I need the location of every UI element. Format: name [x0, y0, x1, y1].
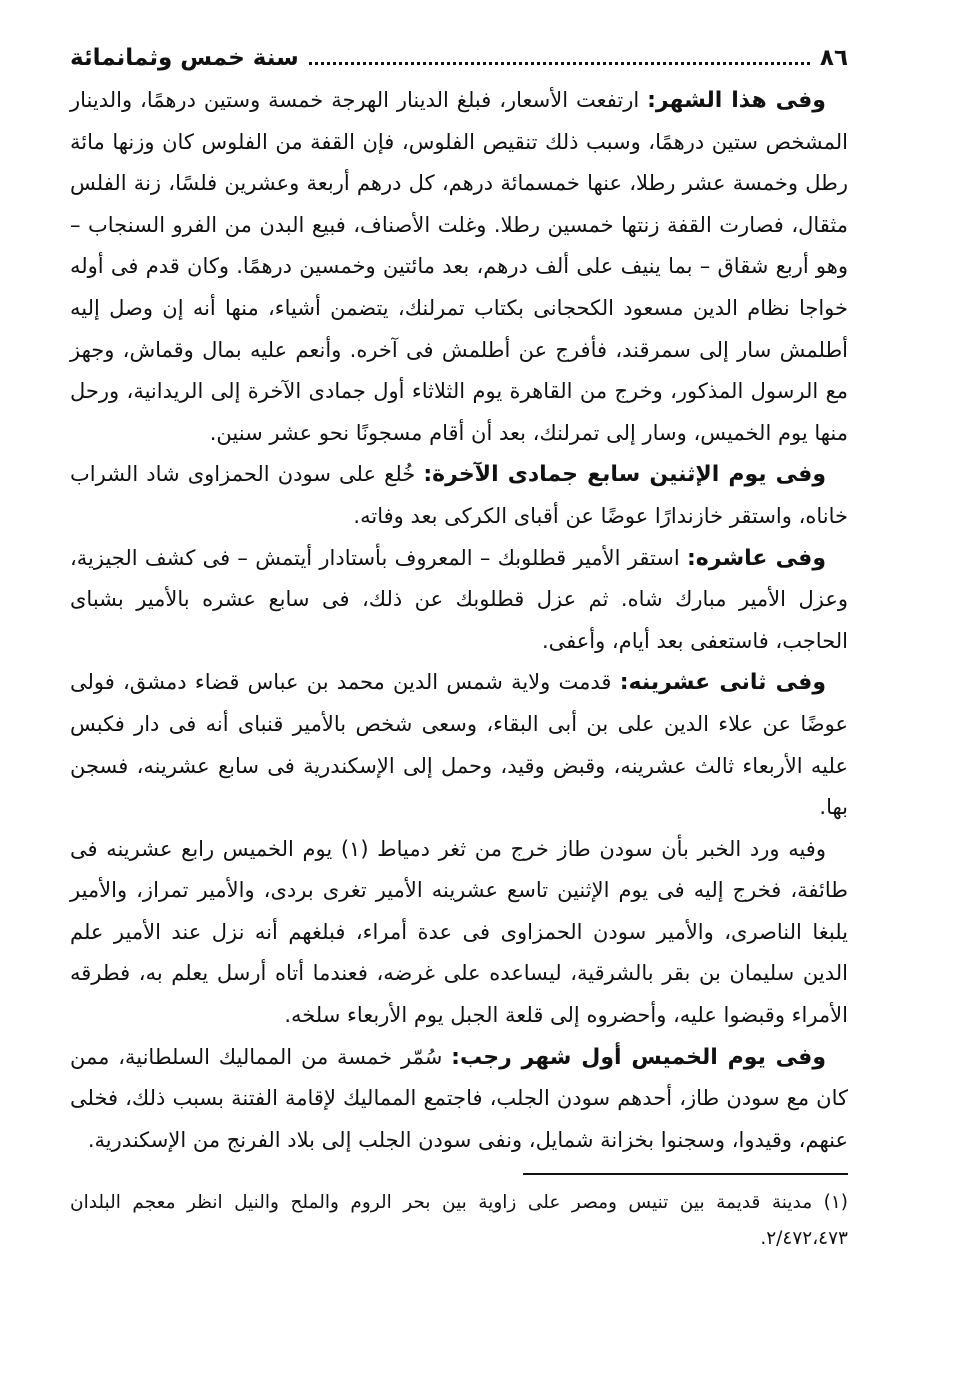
paragraph-text: سُمّر خمسة من المماليك السلطانية، ممن كان مع سودن طاز، أحدهم سودن الجلب، فاجتمع المماليك لإقامة الفتنة بسبب ذلك، فخلى عنهم، وقيدوا، وسجنوا بخزانة شمايل، ونفى سودن الجلب إلى بلاد الفرنج من الإسكندرية. — [70, 1044, 848, 1152]
footnote-separator — [523, 1173, 848, 1175]
paragraph-text: قدمت ولاية شمس الدين محمد بن عباس قضاء دمشق، فولى عوضًا عن علاء الدين على بن أبى البقاء، وسعى شخص بالأمير قنباى أنه فى دار فكبس عليه الأربعاء ثالث عشرينه، وقبض وقيد، وحمل إلى الإسكندرية فى سابع عشرينه، فسجن بها. — [70, 670, 848, 820]
paragraph — [70, 538, 848, 663]
body-text — [70, 80, 848, 1161]
running-head — [70, 40, 848, 76]
footnote: (١) مدينة قديمة بين تنيس ومصر على زاوية بين بحر الروم والملح والنيل انظر معجم البلدان ٢/٤٧٢،٤٧٣. — [70, 1192, 848, 1250]
paragraph-text: خُلع على سودن الحمزاوى شاد الشراب خاناه، واستقر خازندارًا عوضًا عن أقباى الكركى بعد وفاته. — [70, 462, 848, 528]
paragraph-text: وفيه ورد الخبر بأن سودن طاز خرج من ثغر دمياط (١) يوم الخميس رابع عشرينه فى طائفة، فخرج إليه فى يوم الإثنين تاسع عشرينه الأمير تغرى بردى، والأمير تمراز، والأمير يلبغا الناصرى، والأمير سودن الحمزاوى فى عدة أمراء، فبلغهم أنه نزل عند الأمير علم الدين سليمان بن بقر بالشرقية، ليساعده على غرضه، فعندما أتاه أرسل يعلم به، فطرقه الأمراء وقبضوا عليه، وأحضروه إلى قلعة الجبل يوم الأربعاء سلخه. — [70, 836, 848, 1028]
paragraph-text: استقر الأمير قطلوبك – المعروف بأستادار أيتمش – فى كشف الجيزية، وعزل الأمير مبارك شاه. ثم عزل قطلوبك عن ذلك، فى سابع عشره بالأمير بشباى الحاجب، فاستعفى بعد أيام، وأعفى. — [70, 545, 848, 653]
dotted-leader — [309, 44, 810, 65]
paragraph-lead: وفى يوم الخميس أول شهر رجب: — [451, 1044, 826, 1070]
paragraph-lead: وفى ثانى عشرينه: — [619, 670, 826, 696]
paragraph-lead: وفى عاشره: — [687, 545, 826, 571]
paragraph-lead: وفى هذا الشهر: — [647, 88, 826, 113]
paragraph-text: ارتفعت الأسعار، فبلغ الدينار الهرجة خمسة وستين درهمًا، والدينار المشخص ستين درهمًا، وسبب ذلك تنقيص الفلوس، فإن القفة من الفلوس كان وزنها مائة رطل وخمسة عشر رطلا، عنها خمسمائة درهم، كل درهم أربعة وعشرين فلسًا، زنة الفلس مثقال، فصارت القفة زنتها خمسين رطلا. وغلت الأصناف، فبيع البدن من الفرو السنجاب – وهو أربع شقاق – بما ينيف على ألف درهم، بعد مائتين وخمسين درهمًا. وكان قدم فى أوله خواجا نظام الدين مسعود الكحجانى بكتاب تمرلنك، يتضمن أشياء، منها أنه إن وصل إليه أطلمش سار إلى سمرقند، فأفرج عن أطلمش فى آخره. وأنعم عليه بمال وقماش، وجهز مع الرسول المذكور، وخرج من القاهرة يوم الثلاثاء أول جمادى الآخرة إلى الريدانية، ورحل منها يوم الخميس، وسار إلى تمرلنك، بعد أن أقام مسجونًا نحو عشر سنين. — [70, 88, 848, 445]
book-page — [70, 40, 848, 1360]
paragraph — [70, 80, 848, 454]
paragraph — [70, 1037, 848, 1162]
paragraph — [70, 454, 848, 537]
page-number: ٨٦ — [819, 45, 848, 71]
paragraph-lead: وفى يوم الإثنين سابع جمادى الآخرة: — [423, 462, 826, 488]
paragraph — [70, 662, 848, 828]
paragraph — [70, 829, 848, 1037]
running-title: سنة خمس وثمانمائة — [70, 45, 299, 71]
